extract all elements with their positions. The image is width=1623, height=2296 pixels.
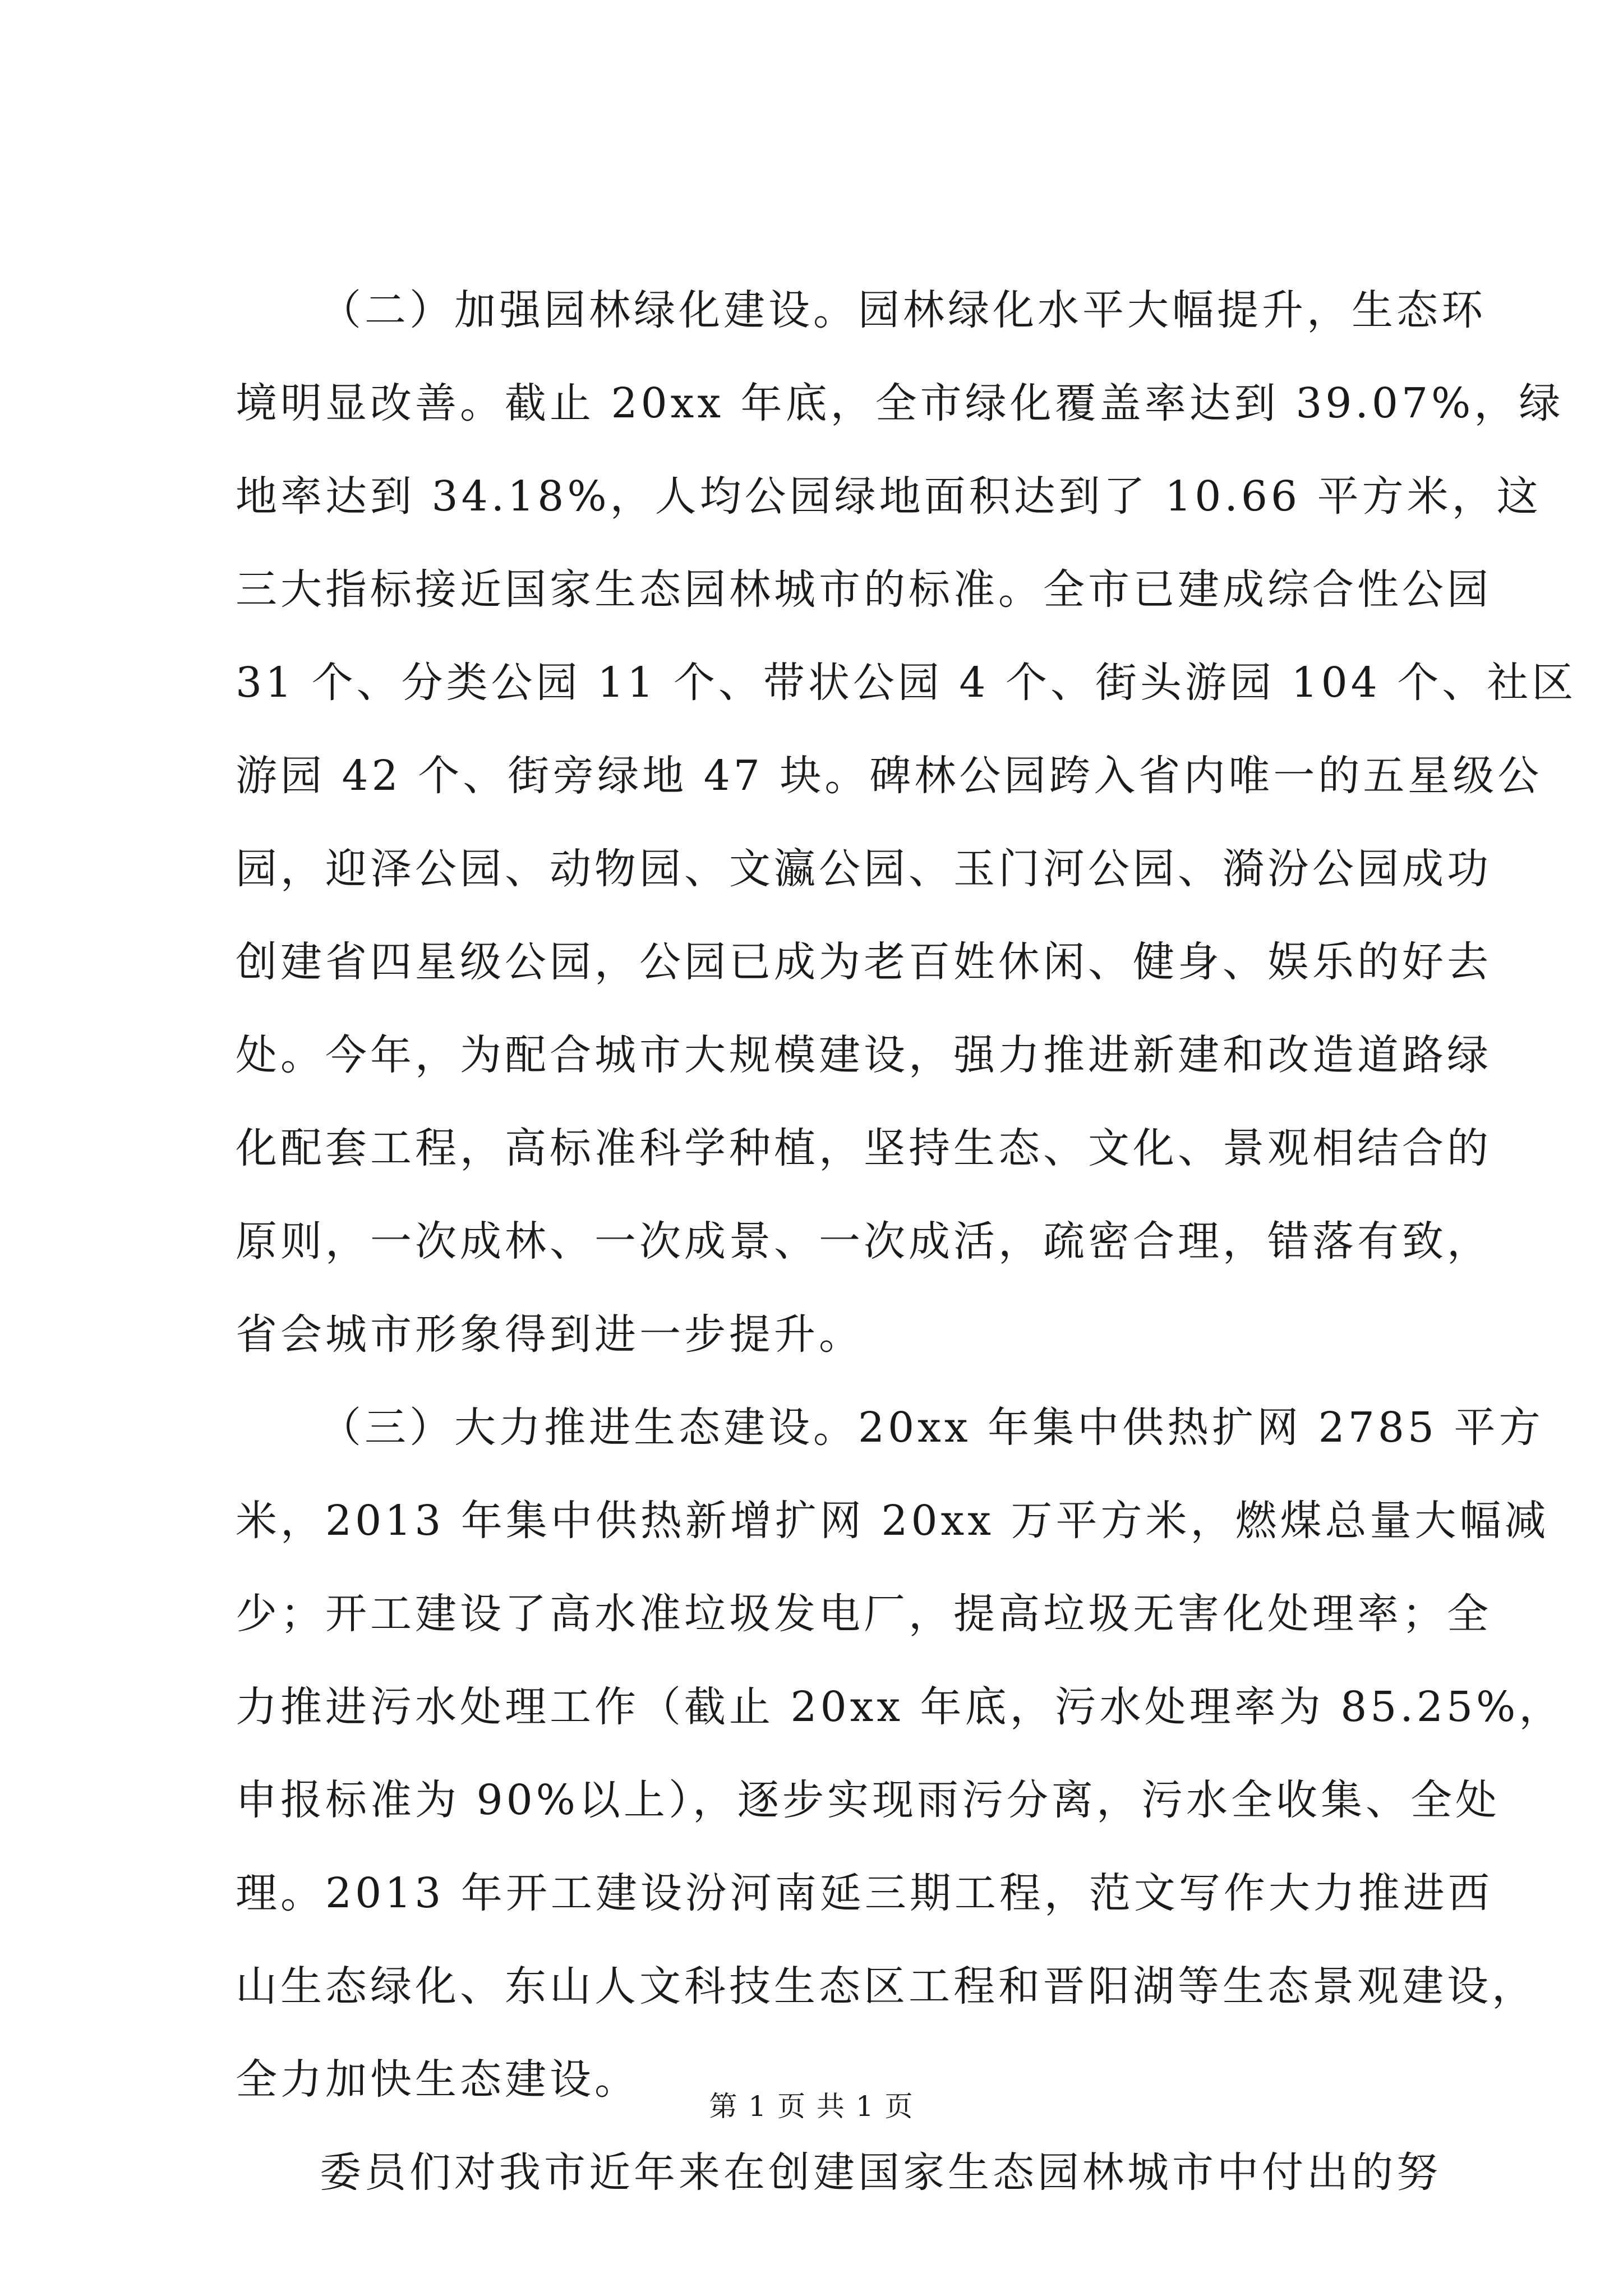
paragraph-line: 地率达到 34.18%，人均公园绿地面积达到了 10.66 平方米，这 — [236, 472, 1542, 521]
paragraph-line: 31 个、分类公园 11 个、带状公园 4 个、街头游园 104 个、社区 — [236, 659, 1577, 707]
paragraph-line: 少；开工建设了高水准垃圾发电厂，提高垃圾无害化处理率；全 — [236, 1590, 1492, 1638]
paragraph-line: 创建省四星级公园，公园已成为老百姓休闲、健身、娱乐的好去 — [236, 938, 1492, 986]
paragraph-line: 化配套工程，高标准科学种植，坚持生态、文化、景观相结合的 — [236, 1124, 1492, 1172]
paragraph-line: 山生态绿化、东山人文科技生态区工程和晋阳湖等生态景观建设， — [236, 1962, 1537, 2010]
paragraph-line: 米，2013 年集中供热新增扩网 20xx 万平方米，燃煤总量大幅减 — [236, 1497, 1550, 1545]
paragraph-line: 全力加快生态建设。 — [236, 2055, 639, 2104]
paragraph-line: 力推进污水处理工作（截止 20xx 年底，污水处理率为 85.25%， — [236, 1683, 1564, 1731]
paragraph-line: 申报标准为 90%以上），逐步实现雨污分离，污水全收集、全处 — [236, 1776, 1500, 1824]
paragraph-line: 处。今年，为配合城市大规模建设，强力推进新建和改造道路绿 — [236, 1031, 1492, 1079]
paragraph-line: 理。2013 年开工建设汾河南延三期工程，范文写作大力推进西 — [236, 1869, 1493, 1917]
page-number-footer: 第 1 页 共 1 页 — [709, 2090, 914, 2123]
paragraph-line: （三）大力推进生态建设。20xx 年集中供热扩网 2785 平方 — [320, 1404, 1544, 1452]
paragraph-line: 原则，一次成林、一次成景、一次成活，疏密合理，错落有致， — [236, 1217, 1492, 1266]
paragraph-line: 省会城市形象得到进一步提升。 — [236, 1310, 864, 1359]
body-text — [236, 264, 1577, 2219]
paragraph-line: 委员们对我市近年来在创建国家生态园林城市中付出的努 — [320, 2148, 1441, 2197]
paragraph-line: 境明显改善。截止 20xx 年底，全市绿化覆盖率达到 39.07%，绿 — [236, 379, 1564, 427]
paragraph-line: 园，迎泽公园、动物园、文瀛公园、玉门河公园、漪汾公园成功 — [236, 845, 1492, 893]
paragraph-line: 三大指标接近国家生态园林城市的标准。全市已建成综合性公园 — [236, 565, 1492, 614]
paragraph-line: （二）加强园林绿化建设。园林绿化水平大幅提升，生态环 — [320, 286, 1486, 334]
paragraph-line: 游园 42 个、街旁绿地 47 块。碑林公园跨入省内唯一的五星级公 — [236, 752, 1543, 800]
